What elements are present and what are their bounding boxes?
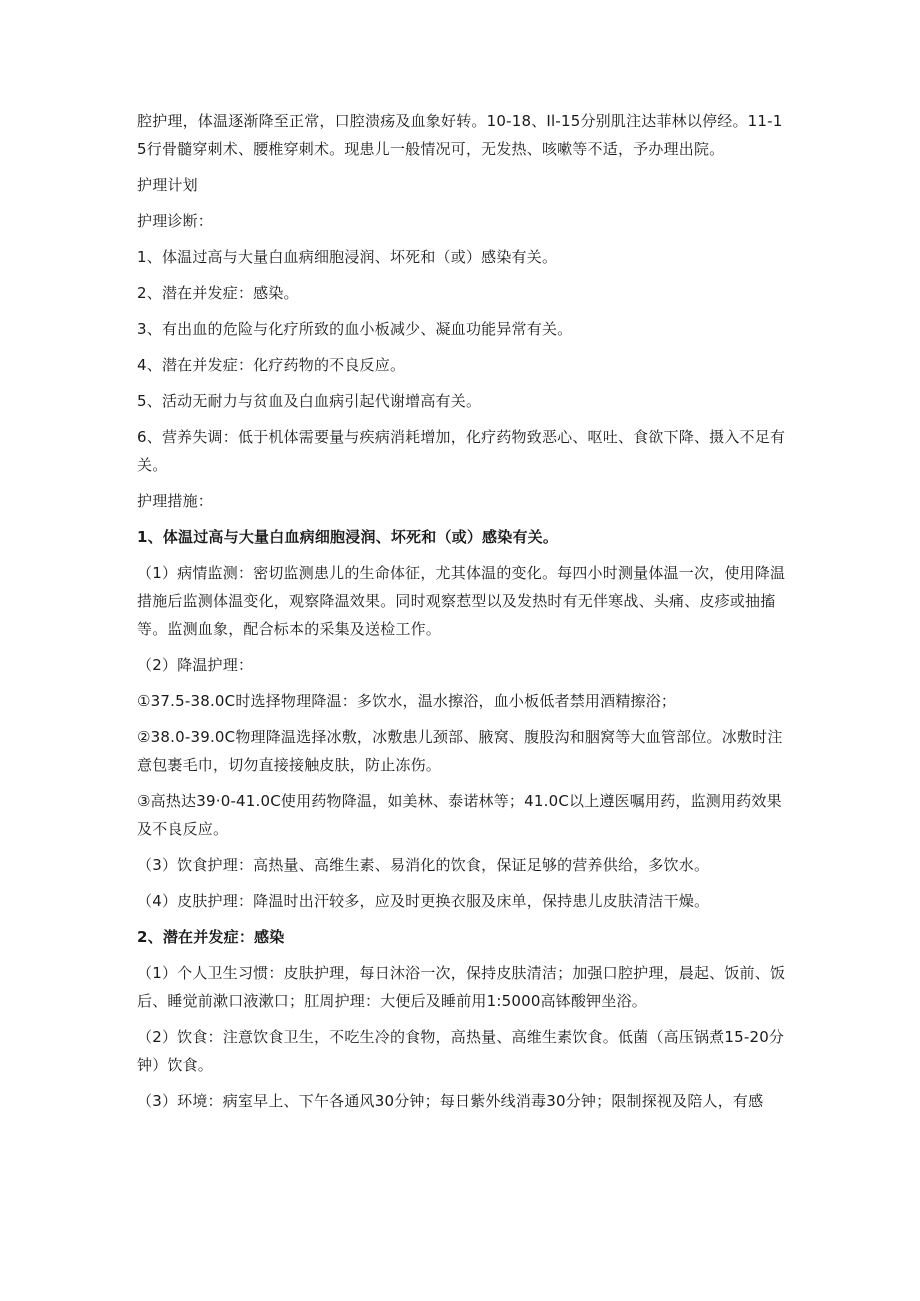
subheading-nursing-diagnosis: 护理诊断： [137,212,214,230]
measure-paragraph: （1）病情监测：密切监测患儿的生命体征，尤其体温的变化。每四小时测量体温一次，使用降温措施后监测体温变化，观察降温效果。同时观察惹型以及发热时有无伴寒战、头痛、皮疹或抽搐等。监测血象，配合标本的采集及送检工作。 [137,564,786,638]
measure-paragraph: ①37.5-38.0C时选择物理降温：多饮水，温水擦浴，血小板低者禁用酒精擦浴； [137,692,677,710]
diagnosis-item: 1、体温过高与大量白血病细胞浸润、坏死和（或）感染有关。 [137,248,558,266]
subheading-nursing-measures: 护理措施： [137,492,214,510]
diagnosis-item: 2、潜在并发症：感染。 [137,284,299,302]
diagnosis-item: 4、潜在并发症：化疗药物的不良反应。 [137,356,406,374]
diagnosis-item: 6、营养失调：低于机体需要量与疾病消耗增加，化疗药物致恶心、呕吐、食欲下降、摄入不足有关。 [137,428,786,474]
document-body [137,112,787,1128]
measure-paragraph: （2）降温护理： [137,656,254,674]
measure-paragraph: （3）饮食护理：高热量、高维生素、易消化的饮食，保证足够的营养供给，多饮水。 [137,856,710,874]
paragraph: 腔护理，体温逐渐降至正常，口腔溃疡及血象好转。10-18、Il-15分别肌注达菲林以停经。11-15行骨髓穿刺术、腰椎穿刺术。现患儿一般情况可，无发热、咳嗽等不适，予办理出院。 [137,112,783,158]
measure-paragraph: ③高热达39·0-41.0C使用药物降温，如美林、泰诺林等；41.0C以上遵医嘱用药，监测用药效果及不良反应。 [137,792,782,838]
measure-heading: 2、潜在并发症：感染 [137,928,285,946]
diagnosis-item: 5、活动无耐力与贫血及白血病引起代谢增高有关。 [137,392,482,410]
measure-paragraph: （4）皮肤护理：降温时出汗较多，应及时更换衣服及床单，保持患儿皮肤清洁干燥。 [137,892,710,910]
measure-paragraph: （2）饮食：注意饮食卫生，不吃生冷的食物，高热量、高维生素饮食。低菌（高压锅煮15-20分钟）饮食。 [137,1028,785,1074]
measure-paragraph: （1）个人卫生习惯：皮肤护理，每日沐浴一次，保持皮肤清洁；加强口腔护理，晨起、饭前、饭后、睡觉前漱口液漱口；肛周护理：大便后及睡前用1:5000高钵酸钾坐浴。 [137,964,786,1010]
measure-paragraph: （3）环境：病室早上、下午各通风30分钟；每日紫外线消毒30分钟；限制探视及陪人，有感 [137,1092,764,1110]
measure-heading: 1、体温过高与大量白血病细胞浸润、坏死和（或）感染有关。 [137,528,559,546]
diagnosis-item: 3、有出血的危险与化疗所致的血小板减少、凝血功能异常有关。 [137,320,573,338]
section-heading-nursing-plan: 护理计划 [137,176,198,194]
measure-paragraph: ②38.0-39.0C物理降温选择冰敷，冰敷患儿颈部、腋窝、腹股沟和胭窝等大血管部位。冰敷时注意包裹毛巾，切勿直接接触皮肤，防止冻伤。 [137,728,783,774]
